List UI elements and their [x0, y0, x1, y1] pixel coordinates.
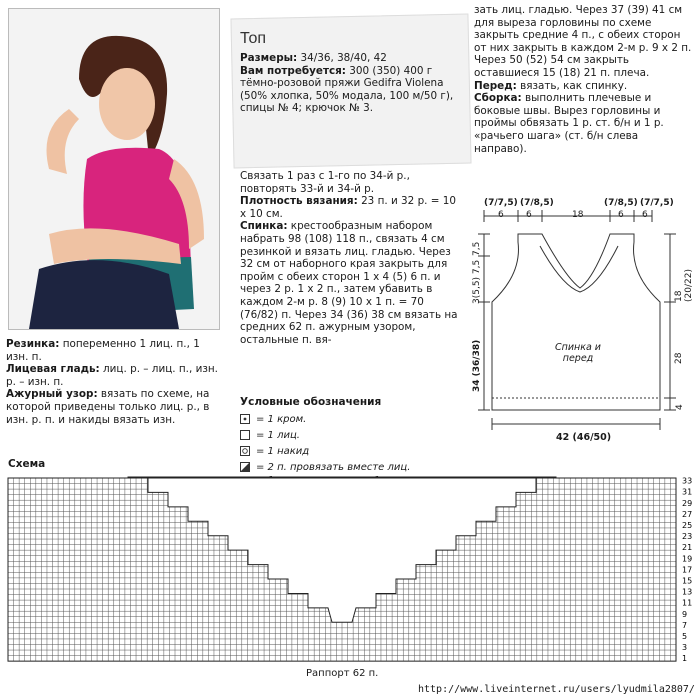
dim-top-left-paren: (7/7,5)	[484, 198, 518, 208]
back-line	[240, 220, 458, 346]
row-number: 21	[682, 543, 693, 553]
legend-item-edge	[240, 411, 470, 427]
pattern-lace-label: Ажурный узор:	[6, 388, 98, 401]
legend-k2tog-text: = 2 п. провязать вместе лиц.	[256, 461, 411, 473]
dim-top-neck-left-paren: (7/8,5)	[520, 198, 554, 208]
row-number: 7	[682, 620, 688, 630]
yarnover-icon	[240, 446, 250, 456]
repeat-label: Раппорт 62 п.	[306, 668, 379, 679]
knitting-chart	[0, 476, 700, 666]
chart-title: Схема	[8, 458, 46, 470]
legend-title: Условные обозначения	[240, 396, 382, 408]
mid-text-column	[240, 170, 458, 346]
source-url: http://www.liveinternet.ru/users/lyudmila2807/	[418, 684, 695, 695]
row-number: 13	[682, 587, 693, 597]
row-number: 29	[682, 498, 693, 508]
legend-edge-text: = 1 кром.	[256, 413, 307, 425]
pattern-rib	[6, 338, 224, 363]
dim-left-top: 7,5	[472, 241, 482, 256]
row-number: 17	[682, 565, 693, 575]
legend-item-knit	[240, 427, 470, 443]
schematic-center-label: Спинка и перед	[555, 342, 601, 364]
legend-yarnover-text: = 1 накид	[256, 445, 310, 457]
pattern-stockinette	[6, 363, 224, 388]
pattern-stockinette-text: лиц. р. – лиц. п., изн. р. – изн. п.	[6, 363, 218, 388]
dim-right-body: 28	[674, 352, 684, 364]
dim-bottom-width: 42 (46/50)	[556, 432, 612, 443]
knit-stitch-icon	[240, 430, 250, 440]
row-number: 23	[682, 532, 693, 542]
pattern-lace-text: вязать по схеме, на которой приведены только лиц. р., в изн. р. п. и накиды вязать изн.	[6, 388, 210, 426]
dim-right-armhole: 18 (20/22)	[674, 269, 694, 302]
pattern-rib-text: попеременно 1 лиц. п., 1 изн. п.	[6, 338, 200, 363]
materials-label: Вам потребуется:	[240, 64, 346, 77]
dim-top-num-3: 18	[572, 210, 584, 220]
model-photo	[8, 8, 220, 330]
dim-right-rib: 4	[675, 404, 685, 410]
schematic-drawing	[470, 196, 698, 448]
front-label: Перед:	[474, 79, 517, 92]
front-line	[474, 80, 692, 93]
pattern-stockinette-label: Лицевая гладь:	[6, 363, 100, 376]
row-number: 25	[682, 520, 693, 530]
row-number: 5	[682, 631, 688, 641]
assembly-line	[474, 92, 692, 155]
legend-knit-text: = 1 лиц.	[256, 429, 300, 441]
legend-item-k2tog	[240, 459, 470, 475]
sizes-line	[240, 52, 468, 65]
page-title: Топ	[240, 30, 267, 47]
density-line	[240, 195, 458, 220]
garment-schematic	[470, 196, 698, 448]
knitting-chart-grid	[0, 476, 700, 666]
right-cont-text: зать лиц. гладью. Через 37 (39) 41 см для выреза горловины по схеме закрыть средние 4 п., с обеих сторон от них закрыть в каждом 2-м р. 9 х 2 п. Через 50 (52) 54 см закрыть оставшиеся 15 (18) 21 п. плеча.	[474, 4, 692, 79]
chart-neckline-cutout	[128, 477, 556, 622]
dim-top-num-2: 6	[526, 210, 532, 220]
density-label: Плотность вязания:	[240, 195, 358, 208]
density-value: 23 п. и 32 р. = 10 х 10 см.	[240, 195, 456, 220]
legend-item-yarnover	[240, 443, 470, 459]
row-number: 33	[682, 476, 693, 486]
materials-line	[240, 65, 468, 115]
dim-top-num-1: 6	[498, 210, 504, 220]
row-number: 9	[682, 609, 688, 619]
dim-top-num-5: 6	[642, 210, 648, 220]
header-block	[240, 30, 468, 115]
pattern-definitions	[6, 338, 224, 426]
materials-value: 300 (350) 400 г тёмно-розовой пряжи Gedifra Violena (50% хлопка, 50% модала, 100 м/50 г), спицы № 4; крючок № 3.	[240, 64, 454, 115]
row-number: 19	[682, 554, 693, 564]
sizes-value: 34/36, 38/40, 42	[300, 52, 387, 64]
row-number: 15	[682, 576, 693, 586]
dim-top-neck-right-paren: (7/8,5)	[604, 198, 638, 208]
pattern-rib-label: Резинка:	[6, 338, 60, 350]
dim-top-right-paren: (7/7,5)	[640, 198, 674, 208]
row-number: 3	[682, 643, 688, 653]
assembly-value: выполнить плечевые и боковые швы. Вырез горловины и проймы обвязать 1 р. ст. б/н и 1 р. «рачьего шага» (ст. б/н слева направо).	[474, 92, 664, 155]
sizes-label: Размеры:	[240, 52, 298, 64]
model-illustration	[9, 9, 219, 329]
right-text-column	[474, 4, 692, 155]
back-label: Спинка:	[240, 220, 288, 233]
edge-stitch-icon	[240, 414, 250, 424]
assembly-label: Сборка:	[474, 92, 522, 105]
dim-top-num-4: 6	[618, 210, 624, 220]
dim-left-total: 34 (36/38)	[472, 339, 482, 392]
pattern-lace	[6, 388, 224, 426]
front-value: вязать, как спинку.	[520, 79, 628, 92]
row-number: 27	[682, 509, 693, 519]
row-number: 1	[682, 654, 688, 664]
k2tog-icon	[240, 462, 250, 472]
row-number: 31	[682, 487, 693, 497]
intro-text: Связать 1 раз с 1-го по 34-й р., повторять 33-й и 34-й р.	[240, 170, 410, 195]
back-value: крестообразным набором набрать 98 (108) 118 п., связать 4 см резинкой и вязать лиц. гладью. Через 32 см от наборного края закрыть для пройм с обеих сторон 1 х 4 (5) 6 п. и через 2 р. 1 х 2 п., затем убавить в каждом 2-м р. 8 (9) 10 х 1 п. = 70 (76/82) п. Через 34 (36) 38 см вязать на средних 62 п. ажурным узором, остальные п. вя-	[240, 220, 458, 346]
dim-left-mid: 3(5,5) 7,5	[472, 259, 482, 304]
row-number: 11	[682, 598, 693, 608]
